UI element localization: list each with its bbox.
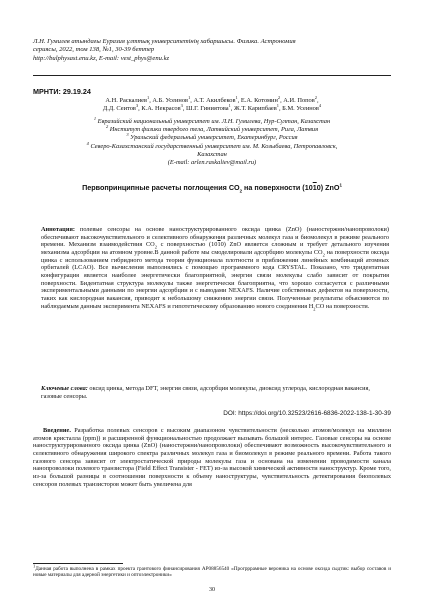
- journal-header-line2: сериясы, 2022, том 138, №1, 30-39 беттер: [33, 46, 155, 54]
- author-email: (E-mail: arlen.raskaliev@mail.ru): [167, 159, 257, 167]
- footnote-rule: [33, 563, 123, 564]
- abstract: Аннотация: полевые сенсоры на основе наноструктурированного оксида цинка (ZnO) (наностержни/нанопроволоки) обеспечивают высокочувствительного и селективного обнаружения различных молекул газа и биомолекул в режиме реального времени. Механизм взаимодействия $CO_2$ с поверхностью (1010) ZnO является сложным и требует детального изучения механизма адсорбции на атомном уровне.В данной работе мы смоделировали адсорбцию молекулы $CO_2$ на поверхности оксида цинка с использованием гибридного метода теории функционала плотности в приближении линейных комбинаций атомных орбиталей (LCAO). Все вычисления выполнялись с помощью программного кода CRYSTAL. Показано, что тридентатная конфигурация является наиболее энергетически благоприятной, энергия связи молекулы слабо зависит от покрытия поверхности. Бидентатная структура молекулы также энергетически благоприятна, что хорошо согласуется с различными экспериментальными данными по энергии адсорбции и с выводами NEXAFS. Наличие собственных дефектов на поверхности, таких как кислородная вакансия, приводит к небольшому снижению энергии связи. Полученные результаты объясняются по наблюдаемым данным эксперимента NEXAFS и гипотетическому образованию нового соединения $H_2CO$ на поверхности.: [41, 226, 390, 311]
- introduction-label: Введение.: [43, 427, 71, 434]
- mrnti-code: МРНТИ: 29.19.24: [33, 87, 91, 96]
- header-rule: [33, 75, 391, 76]
- introduction-text: Разработка полевых сенсоров с высоким диапазоном чувствительности (несколько атомов/молекул на миллион атомов кристалла (ppm)) и расширенной функциональностью продолжает вызывать большой интерес. Газовые сенсоры на основе наноструктурированного оксида цинка (ZnO) (наностержни/нанопроволоки) обеспечивают возможность высокочувствительного и селективного обнаружения широкого спектра различных молекул газа и биомолекул в режиме реального времени. Работа такого газового сенсора зависит от электростатической природы молекулы газа и основана на изменении проводимости канала нанопроволоки полевого транзистора (Field Effect Transister - FET) из-за высокой химической активности наноструктур. Кроме того, из-за большой разницы в соотношении поверхности к объему наноструктуры, чувствительность детектирования биополевых сенсоров полевых транзисторов может быть увеличена для: [33, 427, 391, 488]
- keywords-text: оксид цинка, метода DFT, энергия связи, адсорбция молекулы, диоксид углерода, кислородная вакансия, газовые сенсоры.: [41, 385, 370, 400]
- affiliation-3: $^3$ Уральский федеральный университет, Екатеринбург, Россия: [126, 132, 298, 142]
- abstract-label: Аннотация:: [41, 226, 75, 233]
- authors: [33, 94, 391, 113]
- authors-line1: А.Н. Раскалиев$^1$, А.Б. Усеинов$^1$, А.Т. Акилбеков$^1$, Е.А. Котомин$^2$, А.И. Попов$^2$,: [105, 94, 319, 104]
- paper-title: Первопринципные расчеты поглощения $CO_2$ на поверхности (1010) ZnO$^1$: [82, 182, 342, 194]
- affiliation-2: $^2$ Институт физики твердого тела, Латвийский университет, Рига, Латвия: [105, 124, 319, 134]
- introduction: [33, 427, 391, 488]
- keywords: [41, 385, 389, 400]
- affiliation-4: $^4$ Северо-Казахстанский государственный университет им. М. Козыбаева, Петропавловск,: [86, 140, 338, 150]
- doi-link[interactable]: DOI: https://doi.org/10.32523/2616-6836-2022-138-1-30-39: [223, 410, 391, 417]
- affiliations: [33, 115, 391, 167]
- page-number: 30: [209, 587, 215, 593]
- authors-line2: Д.Д. Сеитов$^3$, К.А. Некрасов$^3$, Ш.Г. Гиниятова$^1$, Ж.Т. Карипбаев$^1$, Б.М. Усеинов$^4$: [102, 103, 322, 113]
- journal-header-line3: http://bulphysast.enu.kz, E-mail: vest_phys@enu.kz: [33, 54, 170, 62]
- affiliation-1: $^1$ Евразийский национальный университет им. Л.Н. Гумилева, Нур-Султан, Казахстан: [93, 115, 331, 125]
- affiliation-4-cont: Казахстан: [197, 150, 227, 158]
- journal-header: [33, 38, 393, 63]
- journal-header-line1: Л.Н. Гумилев атындағы Еуразия ұлттық университетінің хабаршысы. Физика. Астрономия: [33, 38, 296, 45]
- footnote: $^1$Данная работа выполнена в рамках проекта грантового финансирования AP08856540 «Прогрррамные вероника на основе оксида сыдтик: выбор составов и новые материалы для адерной энергетики и оптоэлектроники»: [33, 563, 391, 579]
- keywords-label: Ключевые слова:: [41, 385, 88, 392]
